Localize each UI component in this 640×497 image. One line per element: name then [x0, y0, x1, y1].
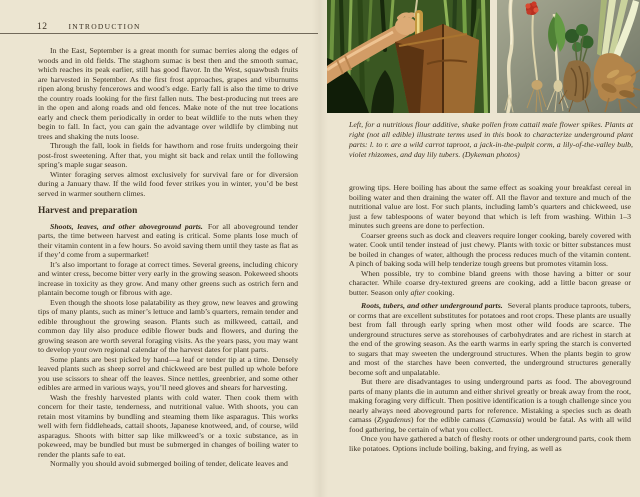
cattail-pollen-illustration — [327, 0, 490, 113]
cattail-pollen-photo — [327, 0, 490, 113]
paragraph-forage-times: It’s also important to forage at correct times. Several greens, including chicory and winter cress, become bitter very early in the growing season. Pokeweed shoots increase in toxicity as they grow. And many other greens such as ostrich fern and plantain become tough or fibrous with age. — [38, 259, 298, 297]
paragraph-fall-fruits: Through the fall, look in fields for hawthorn and rose fruits undergoing their post-frost sweetening. After that, you might sit back and relax until the following spring’s maple sugar season. — [38, 141, 298, 169]
running-head: INTRODUCTION — [68, 22, 141, 31]
right-body-text — [349, 183, 631, 453]
underground-parts-illustration — [497, 0, 640, 113]
italic-word: after — [410, 287, 426, 297]
paragraph-roots-tubers — [349, 301, 631, 377]
paragraph-text: cooking. — [425, 287, 455, 297]
paragraph-september-nuts: In the East, September is a great month for sumac berries along the edges of woods and in old fields. The staghorn sumac is best then and the smooth sumac, which reaches its peak earlier, still has good flavor. In the West, squawbush fruits are harvested in September. As the first frost approaches, grapes and viburnums ripen along brushy fencerows and wood’s edge. Early fall is also the time to drive the country roads looking for the first fallen nuts. The best-producing nut trees are in the open and along roads and old fences. Make note of the nut tree locations early and check them periodically in order to beat wildlife to the nuts when they begin to fall. In fact, you can gain the advantage over wildlife by climbing nut trees and shaking the nuts loose. — [38, 46, 298, 141]
paragraph-boiling-continued: growing tips. Here boiling has about the same effect as soaking your breakfast cereal in boiling water and then draining the water off. All the flavor and texture and much of the nutritional value are lost. For such plants, including lamb’s quarters and chickweed, use just a few tablespoons of water beyond that which is left from washing. Within 1–3 minutes such greens are done to perfection. — [349, 183, 631, 230]
left-body-text — [38, 46, 298, 469]
paragraph-lead-roots: Roots, tubers, and other underground parts. — [361, 301, 503, 310]
paragraph-text: Several plants produce taproots, tubers, or corms that are excellent substitutes for potatoes and root crops. These plants are usually best from fall through early spring when most other wild foods are scarce. The underground structures serve as storehouses of carbohydrates and are richest in starch at the end of the growing season. As the earth warms in early spring the starch is converted to sugars that may sweeten the underground structures. When the plants begin to grow and most of the starches have been converted, the underground structures generally become soft and unpalatable. — [349, 301, 632, 377]
paragraph-winter-foraging: Winter foraging serves almost exclusively for survival fare or for diversion during a January thaw. If the wild food fever strikes you in winter, you’d be best served in warmer southern climes. — [38, 169, 298, 198]
paragraph-coarser-greens: Coarser greens such as dock and cleavers require longer cooking, barely covered with water. Cook until tender instead of just chewy. Plants with toxic or bitter substances must be boiled in changes of water, although the process reduces much of the vitamin content. A pinch of baking soda will help tenderize tough greens but promotes vitamin loss. — [349, 230, 631, 268]
paragraph-tender-tips: Even though the shoots lose palatability as they grow, new leaves and growing tips of many plants, such as miner’s lettuce and lamb’s quarters, remain tender and edible throughout the growing season. Plants such as milkweed, cattail, and common day lily also produce edible flower buds and flowers, and during the growing season are worth several foraging visits. As the years pass, you may want to develop your own regional calendar of the harvest dates for plant parts. — [38, 297, 298, 354]
paragraph-combine-greens — [349, 269, 631, 298]
header-rule — [0, 33, 318, 34]
photo-block — [327, 0, 640, 113]
paragraph-text: For all aboveground tender parts, the time between harvest and eating is critical. Some plants lose much of their vitamin content in a few hours. So avoid saving them until they taste as flat as if they’d come from a supermarket! — [38, 221, 298, 259]
photo-caption: Left, for a nutritious flour additive, shake pollen from cattail male flower spikes. Plants at right (not all edible) illustrate terms used in this book to characterize underground plant parts: l. to r. are a wild carrot taproot, a jack-in-the-pulpit corm, a lily-of-the-valley bulb, violet rhizomes, and day lily tubers. (Dykeman photos) — [349, 120, 633, 159]
paragraph-disadvantages — [349, 377, 631, 434]
right-page — [320, 0, 640, 497]
page-number: 12 — [37, 22, 48, 32]
paragraph-boiling-start: Normally you should avoid submerged boiling of tender, delicate leaves and — [50, 459, 288, 468]
species-name: Zygadenus — [377, 415, 411, 424]
species-name: Camassia — [490, 415, 522, 424]
page-header — [37, 16, 141, 34]
paragraph-picking: Some plants are best picked by hand—a leaf or tender tip at a time. Densely leaved plants such as sheep sorrel and chickweed are best pulled up whole before you use scissors to shear off the leaves. Since nettles, greenbrier, and some other edibles are armed in various ways, you’ll need gloves and shears for harvesting. — [38, 354, 298, 392]
paragraph-text: When possible, try to combine bland greens with those having a bitter or sour character. While coarse dry-textured greens are cooking, add a little bacon grease or butter. Season only — [349, 268, 631, 297]
paragraph-text: ) would be fatal. As with all wild food gathering, be certain of what you collect. — [349, 415, 631, 434]
paragraph-lead-shoots: Shoots, leaves, and other aboveground parts. — [50, 221, 203, 231]
section-heading: Harvest and preparation — [38, 206, 138, 216]
paragraph-washing-cooking: Wash the freshly harvested plants with cold water. Then cook them with concern for their taste, tenderness, and nutritional value. With shoots, you can retain most vitamins by bundling and steaming them like asparagus. This works well with fern fiddleheads, cattail shoots, Japanese knotweed, and, of course, wild asparagus. Shoots with bitter sap like milkweed’s or a toxic substance, as in pokeweed, may be bundled but must be submerged in changes of boiling water to render the plants safe to eat. — [38, 392, 298, 459]
paragraph-shoots-leaves — [38, 222, 298, 260]
underground-plant-parts-photo — [497, 0, 640, 113]
paragraph-text: But there are disadvantages to using underground parts as food. The aboveground parts of many plants die in autumn and either shrivel greatly or break away from the root, making foraging very difficult. Then positive identification is a tough challenge since you nearly always need aboveground parts for reference. Mistaking a species such as death camass ( — [349, 377, 631, 424]
paper-bag — [395, 24, 479, 113]
paragraph-text: ) for the edible camass ( — [410, 415, 491, 424]
paragraph-once-gathered: Once you have gathered a batch of fleshy roots or other underground parts, cook them like potatoes. Options include boiling, baking, and frying, as well as — [349, 434, 631, 453]
